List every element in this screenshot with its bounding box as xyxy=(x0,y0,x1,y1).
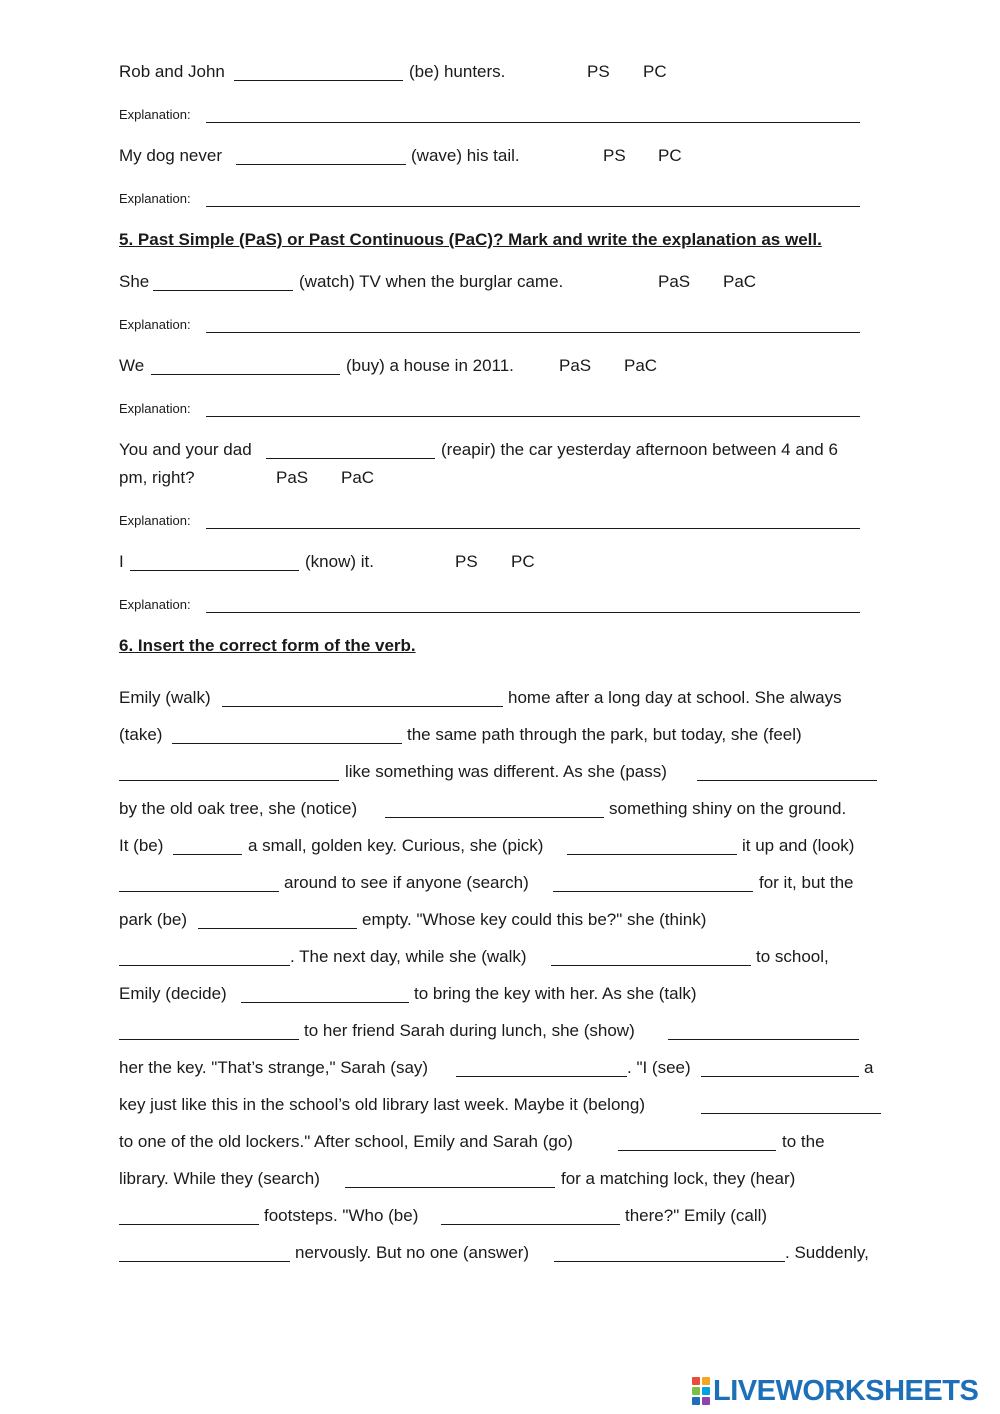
s5-item-3-option-pac[interactable]: PaC xyxy=(341,468,375,487)
s4-item-2-option-ps[interactable]: PS xyxy=(603,146,626,165)
s5-item-2-explanation-line[interactable] xyxy=(206,416,860,417)
s6-blank-be-3[interactable] xyxy=(441,1224,620,1225)
s4-item-1-option-ps[interactable]: PS xyxy=(587,62,610,81)
s5-item-2-option-pac[interactable]: PaC xyxy=(624,356,658,375)
s6-line-5-text-1: It (be) xyxy=(119,836,164,855)
s4-item-2-part-a: My dog never xyxy=(119,146,222,165)
s6-blank-take[interactable] xyxy=(172,743,402,744)
s5-item-4-blank[interactable] xyxy=(130,570,299,571)
s4-item-2-part-b: (wave) his tail. xyxy=(411,146,520,165)
s6-line-15-text-1: footsteps. "Who (be) xyxy=(264,1206,419,1225)
s6-line-11-text-3: a xyxy=(864,1058,874,1077)
s6-blank-search-2[interactable] xyxy=(345,1187,555,1188)
s6-line-15-text-2: there?" Emily (call) xyxy=(625,1206,768,1225)
s6-line-6-text-2: for it, but the xyxy=(759,873,854,892)
s6-blank-answer[interactable] xyxy=(554,1261,785,1262)
s6-blank-hear[interactable] xyxy=(119,1224,259,1225)
section-5-heading: 5. Past Simple (PaS) or Past Continuous (PaC)? Mark and write the explanation as well. xyxy=(119,230,822,249)
s6-line-7-text-1: park (be) xyxy=(119,910,188,929)
s5-item-2-option-pas[interactable]: PaS xyxy=(559,356,592,375)
liveworksheets-wordmark: LIVEWORKSHEETS xyxy=(713,1374,979,1407)
s5-item-3-option-pas[interactable]: PaS xyxy=(276,468,309,487)
s5-item-1-option-pas[interactable]: PaS xyxy=(658,272,691,291)
s6-blank-talk[interactable] xyxy=(119,1039,299,1040)
section-6-heading: 6. Insert the correct form of the verb. xyxy=(119,636,416,655)
s5-item-4-option-ps[interactable]: PS xyxy=(455,552,478,571)
s6-line-6-text-1: around to see if anyone (search) xyxy=(284,873,529,892)
s5-item-3-blank[interactable] xyxy=(266,458,435,459)
s6-blank-look[interactable] xyxy=(119,891,279,892)
s6-line-4-text-2: something shiny on the ground. xyxy=(609,799,847,818)
s6-blank-feel[interactable] xyxy=(119,780,339,781)
s5-item-3-part-a: You and your dad xyxy=(119,440,252,459)
s6-line-13-text-2: to the xyxy=(782,1132,825,1151)
liveworksheets-logo xyxy=(692,1374,978,1408)
s4-item-2-option-pc[interactable]: PC xyxy=(658,146,682,165)
s6-line-13-text-1: to one of the old lockers." After school, Emily and Sarah (go) xyxy=(119,1132,573,1151)
s5-item-4-part-b: (know) it. xyxy=(305,552,374,571)
s6-blank-be-2[interactable] xyxy=(198,928,357,929)
s6-line-9-text-2: to bring the key with her. As she (talk) xyxy=(414,984,697,1003)
s5-item-2-explanation-label: Explanation: xyxy=(119,401,191,416)
s6-blank-belong[interactable] xyxy=(701,1113,881,1114)
s5-item-4-option-pc[interactable]: PC xyxy=(511,552,535,571)
s4-item-1-explanation-label: Explanation: xyxy=(119,107,191,122)
s6-blank-think[interactable] xyxy=(119,965,290,966)
s5-item-2-part-b: (buy) a house in 2011. xyxy=(346,356,514,375)
s4-item-2-explanation-label: Explanation: xyxy=(119,191,191,206)
s5-item-2-blank[interactable] xyxy=(151,374,340,375)
s6-line-2-text-1: (take) xyxy=(119,725,163,744)
s6-line-3-text-1: like something was different. As she (pass) xyxy=(345,762,667,781)
s6-line-11-text-1: her the key. "That’s strange," Sarah (say) xyxy=(119,1058,429,1077)
liveworksheets-logo-icon xyxy=(692,1377,710,1405)
s6-line-12-text-1: key just like this in the school’s old library last week. Maybe it (belong) xyxy=(119,1095,645,1114)
s6-line-11-text-2: . "I (see) xyxy=(627,1058,691,1077)
s6-line-9-text-1: Emily (decide) xyxy=(119,984,227,1003)
s5-item-4-explanation-line[interactable] xyxy=(206,612,860,613)
s6-blank-pick[interactable] xyxy=(567,854,737,855)
s6-blank-search-1[interactable] xyxy=(553,891,753,892)
s5-item-3-part-c: pm, right? xyxy=(119,468,195,487)
s6-line-8-text-2: to school, xyxy=(756,947,829,966)
s6-line-7-text-2: empty. "Whose key could this be?" she (think) xyxy=(362,910,707,929)
s6-blank-see[interactable] xyxy=(701,1076,859,1077)
s6-blank-walk[interactable] xyxy=(222,706,503,707)
s5-item-1-part-a: She xyxy=(119,272,150,291)
s4-item-1-explanation-line[interactable] xyxy=(206,122,860,123)
s6-blank-show[interactable] xyxy=(668,1039,859,1040)
s4-item-1-part-b: (be) hunters. xyxy=(409,62,506,81)
s6-blank-pass[interactable] xyxy=(697,780,877,781)
s6-blank-walk-2[interactable] xyxy=(551,965,751,966)
s5-item-1-explanation-label: Explanation: xyxy=(119,317,191,332)
s4-item-1-part-a: Rob and John xyxy=(119,62,225,81)
s5-item-2-part-a: We xyxy=(119,356,145,375)
s5-item-4-part-a: I xyxy=(119,552,124,571)
s5-item-3-explanation-line[interactable] xyxy=(206,528,860,529)
s6-line-4-text-1: by the old oak tree, she (notice) xyxy=(119,799,358,818)
s6-blank-decide[interactable] xyxy=(241,1002,409,1003)
s6-line-16-text-2: . Suddenly, xyxy=(785,1243,869,1262)
s6-line-5-text-3: it up and (look) xyxy=(742,836,855,855)
s5-item-3-part-b: (reapir) the car yesterday afternoon between 4 and 6 xyxy=(441,440,838,459)
s6-line-5-text-2: a small, golden key. Curious, she (pick) xyxy=(248,836,544,855)
s6-blank-say[interactable] xyxy=(456,1076,627,1077)
s4-item-2-blank[interactable] xyxy=(236,164,406,165)
s6-line-1-text-2: home after a long day at school. She always xyxy=(508,688,842,707)
s5-item-4-explanation-label: Explanation: xyxy=(119,597,191,612)
s5-item-1-blank[interactable] xyxy=(153,290,293,291)
s6-blank-be-1[interactable] xyxy=(173,854,242,855)
s6-line-8-text-1: . The next day, while she (walk) xyxy=(290,947,527,966)
s6-line-10-text-1: to her friend Sarah during lunch, she (show) xyxy=(304,1021,635,1040)
s6-line-1-text-1: Emily (walk) xyxy=(119,688,211,707)
s4-item-1-option-pc[interactable]: PC xyxy=(643,62,667,81)
s6-line-2-text-2: the same path through the park, but today, she (feel) xyxy=(407,725,802,744)
s6-blank-call[interactable] xyxy=(119,1261,290,1262)
s4-item-1-blank[interactable] xyxy=(234,80,403,81)
s5-item-1-part-b: (watch) TV when the burglar came. xyxy=(299,272,564,291)
s6-line-14-text-1: library. While they (search) xyxy=(119,1169,320,1188)
s5-item-1-option-pac[interactable]: PaC xyxy=(723,272,757,291)
s6-blank-go[interactable] xyxy=(618,1150,776,1151)
s4-item-2-explanation-line[interactable] xyxy=(206,206,860,207)
s5-item-1-explanation-line[interactable] xyxy=(206,332,860,333)
s5-item-3-explanation-label: Explanation: xyxy=(119,513,191,528)
s6-blank-notice[interactable] xyxy=(385,817,604,818)
s6-line-14-text-2: for a matching lock, they (hear) xyxy=(561,1169,796,1188)
s6-line-16-text-1: nervously. But no one (answer) xyxy=(295,1243,530,1262)
